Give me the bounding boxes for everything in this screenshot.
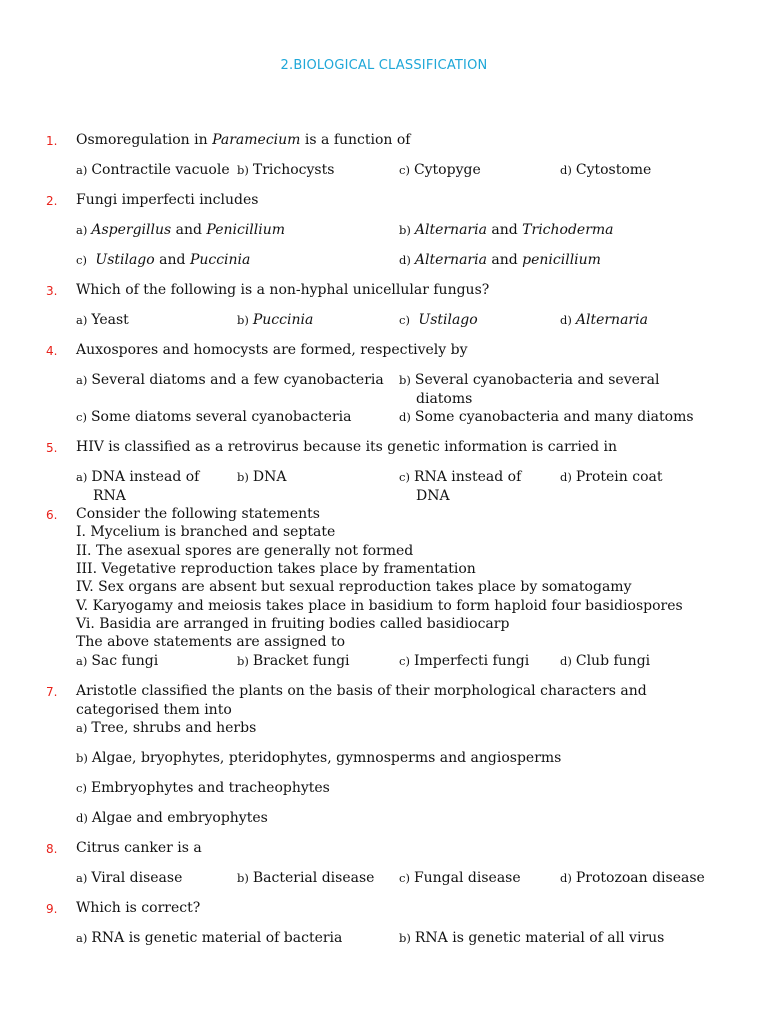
option-a[interactable]: a) Contractile vacuole [76,162,230,178]
option-d[interactable]: d) Protozoan disease [560,870,705,886]
question-number: 8. [46,842,58,856]
option-c[interactable]: c) Fungal disease [399,870,521,886]
option-a[interactable]: a) Tree, shrubs and herbs [76,720,257,736]
option-a[interactable]: a) Several diatoms and a few cyanobacteria [76,372,384,388]
option-a[interactable]: a) Sac fungi [76,653,159,669]
option-b[interactable]: b) Trichocysts [237,162,335,178]
option-d[interactable]: d) Algae and embryophytes [76,810,268,826]
option-d[interactable]: d) Some cyanobacteria and many diatoms [399,409,694,425]
option-b[interactable]: b) Algae, bryophytes, pteridophytes, gymnosperms and angiosperms [76,750,562,766]
question-text-cont: categorised them into [76,702,232,718]
question-text: HIV is classified as a retrovirus because its genetic information is carried in [76,439,618,455]
option-a[interactable]: a) DNA instead of RNA [76,469,200,504]
option-d[interactable]: d) Club fungi [560,653,651,669]
question-number: 7. [46,685,58,699]
question-number: 5. [46,441,58,455]
option-c[interactable]: c) Some diatoms several cyanobacteria [76,409,352,425]
question-text: Consider the following statements [76,506,320,522]
question-number: 2. [46,194,58,208]
option-c[interactable]: c) Cytopyge [399,162,481,178]
statement-1: I. Mycelium is branched and septate [76,524,336,540]
option-c[interactable]: c) Ustilago and Puccinia [76,252,251,268]
statement-4: IV. Sex organs are absent but sexual reproduction takes place by somatogamy [76,579,632,595]
question-text: Fungi imperfecti includes [76,192,259,208]
question-text: Which of the following is a non-hyphal unicellular fungus? [76,282,490,298]
statement-6: Vi. Basidia are arranged in fruiting bodies called basidiocarp [76,616,510,632]
option-b[interactable]: b) Puccinia [237,312,314,328]
question-number: 4. [46,344,58,358]
option-d[interactable]: d) Alternaria and penicillium [399,252,601,268]
question-text: Aristotle classified the plants on the basis of their morphological characters and [76,683,647,699]
option-b[interactable]: b) Bacterial disease [237,870,375,886]
question-text: Which is correct? [76,900,201,916]
option-d[interactable]: d) Alternaria [560,312,648,328]
option-c[interactable]: c) Imperfecti fungi [399,653,530,669]
question-number: 9. [46,902,58,916]
question-text: Citrus canker is a [76,840,202,856]
option-c[interactable]: c) Embryophytes and tracheophytes [76,780,330,796]
question-number: 3. [46,284,58,298]
option-c[interactable]: c) RNA instead of DNA [399,469,522,504]
option-a[interactable]: a) RNA is genetic material of bacteria [76,930,343,946]
option-b[interactable]: b) Bracket fungi [237,653,350,669]
question-number: 1. [46,134,58,148]
option-b[interactable]: b) DNA [237,469,287,485]
statement-5: V. Karyogamy and meiosis takes place in basidium to form haploid four basidiospores [76,598,683,614]
option-d[interactable]: d) Cytostome [560,162,652,178]
option-a[interactable]: a) Yeast [76,312,129,328]
page-title: 2.BIOLOGICAL CLASSIFICATION [280,58,488,73]
question-text: Osmoregulation in Paramecium is a function of [76,132,411,148]
statement-2: II. The asexual spores are generally not formed [76,543,414,559]
option-b[interactable]: b) RNA is genetic material of all virus [399,930,665,946]
statement-3: III. Vegetative reproduction takes place by framentation [76,561,476,577]
question-number: 6. [46,508,58,522]
option-a[interactable]: a) Viral disease [76,870,183,886]
option-b[interactable]: b) Alternaria and Trichoderma [399,222,614,238]
option-a[interactable]: a) Aspergillus and Penicillium [76,222,286,238]
option-c[interactable]: c) Ustilago [399,312,478,328]
option-b[interactable]: b) Several cyanobacteria and several diatoms [399,372,660,407]
question-text: Auxospores and homocysts are formed, respectively by [76,342,468,358]
statement-7: The above statements are assigned to [76,634,346,650]
option-d[interactable]: d) Protein coat [560,469,663,485]
